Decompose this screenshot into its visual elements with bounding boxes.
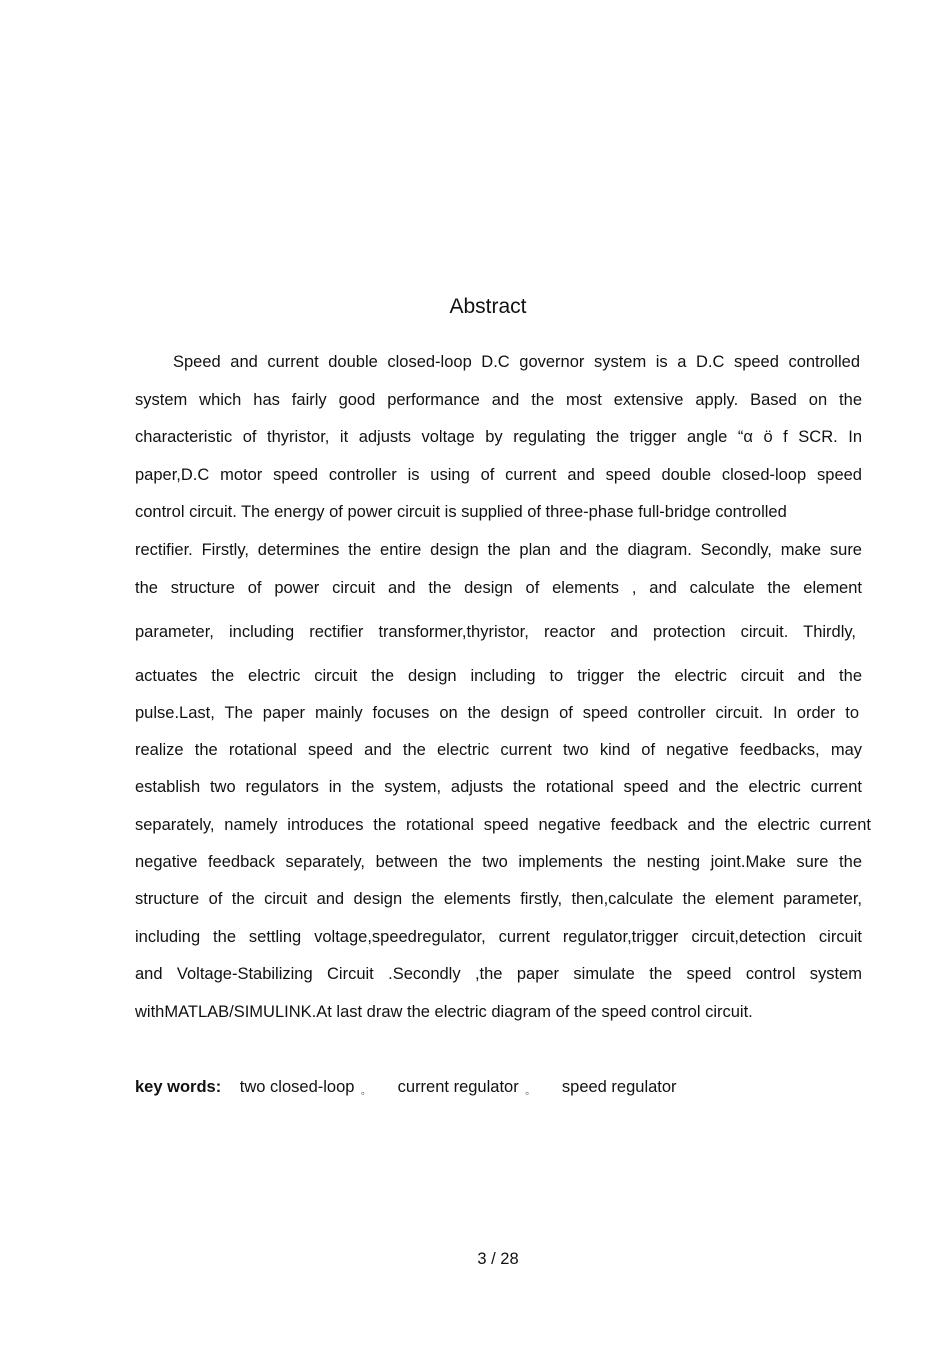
page-number: 3 / 28 xyxy=(477,1250,519,1268)
abstract-line: withMATLAB/SIMULINK.At last draw the electric diagram of the speed control circuit. xyxy=(135,1003,753,1021)
abstract-line: parameter, including rectifier transformer,thyristor, reactor and protection circuit. Thirdly, xyxy=(135,623,856,641)
keywords-line xyxy=(135,1076,679,1101)
keyword-item: two closed-loop xyxy=(239,1078,355,1096)
keywords-label: key words: xyxy=(135,1078,222,1096)
abstract-line: control circuit. The energy of power circuit is supplied of three-phase full-bridge controlled xyxy=(135,503,787,521)
abstract-line: system which has fairly good performance and the most extensive apply. Based on the xyxy=(135,391,862,409)
abstract-line: pulse.Last, The paper mainly focuses on the design of speed controller circuit. In order to xyxy=(135,704,859,722)
abstract-line: including the settling voltage,speedregulator, current regulator,trigger circuit,detection circuit xyxy=(135,928,862,946)
abstract-line: rectifier. Firstly, determines the entire design the plan and the diagram. Secondly, make sure xyxy=(135,541,862,559)
keyword-separator: 。 xyxy=(525,1086,536,1097)
abstract-line: paper,D.C motor speed controller is using of current and speed double closed-loop speed xyxy=(135,466,862,484)
abstract-line: negative feedback separately, between the two implements the nesting joint.Make sure the xyxy=(135,853,862,871)
keyword-item: current regulator xyxy=(397,1078,519,1096)
keyword-separator: 。 xyxy=(361,1086,372,1097)
abstract-line: actuates the electric circuit the design including to trigger the electric circuit and the xyxy=(135,667,862,685)
abstract-line: realize the rotational speed and the electric current two kind of negative feedbacks, may xyxy=(135,741,862,759)
abstract-line: Speed and current double closed-loop D.C governor system is a D.C speed controlled xyxy=(173,353,860,371)
abstract-line: the structure of power circuit and the design of elements , and calculate the element xyxy=(135,579,862,597)
abstract-line: separately, namely introduces the rotational speed negative feedback and the electric current xyxy=(135,816,871,834)
abstract-line: structure of the circuit and design the elements firstly, then,calculate the element parameter, xyxy=(135,890,862,908)
abstract-line: characteristic of thyristor, it adjusts voltage by regulating the trigger angle “α ö f SCR. In xyxy=(135,428,862,446)
abstract-line: and Voltage-Stabilizing Circuit .Secondly ,the paper simulate the speed control system xyxy=(135,965,862,983)
abstract-line: establish two regulators in the system, adjusts the rotational speed and the electric current xyxy=(135,778,862,796)
abstract-title: Abstract xyxy=(449,295,527,318)
keyword-item: speed regulator xyxy=(561,1078,677,1096)
